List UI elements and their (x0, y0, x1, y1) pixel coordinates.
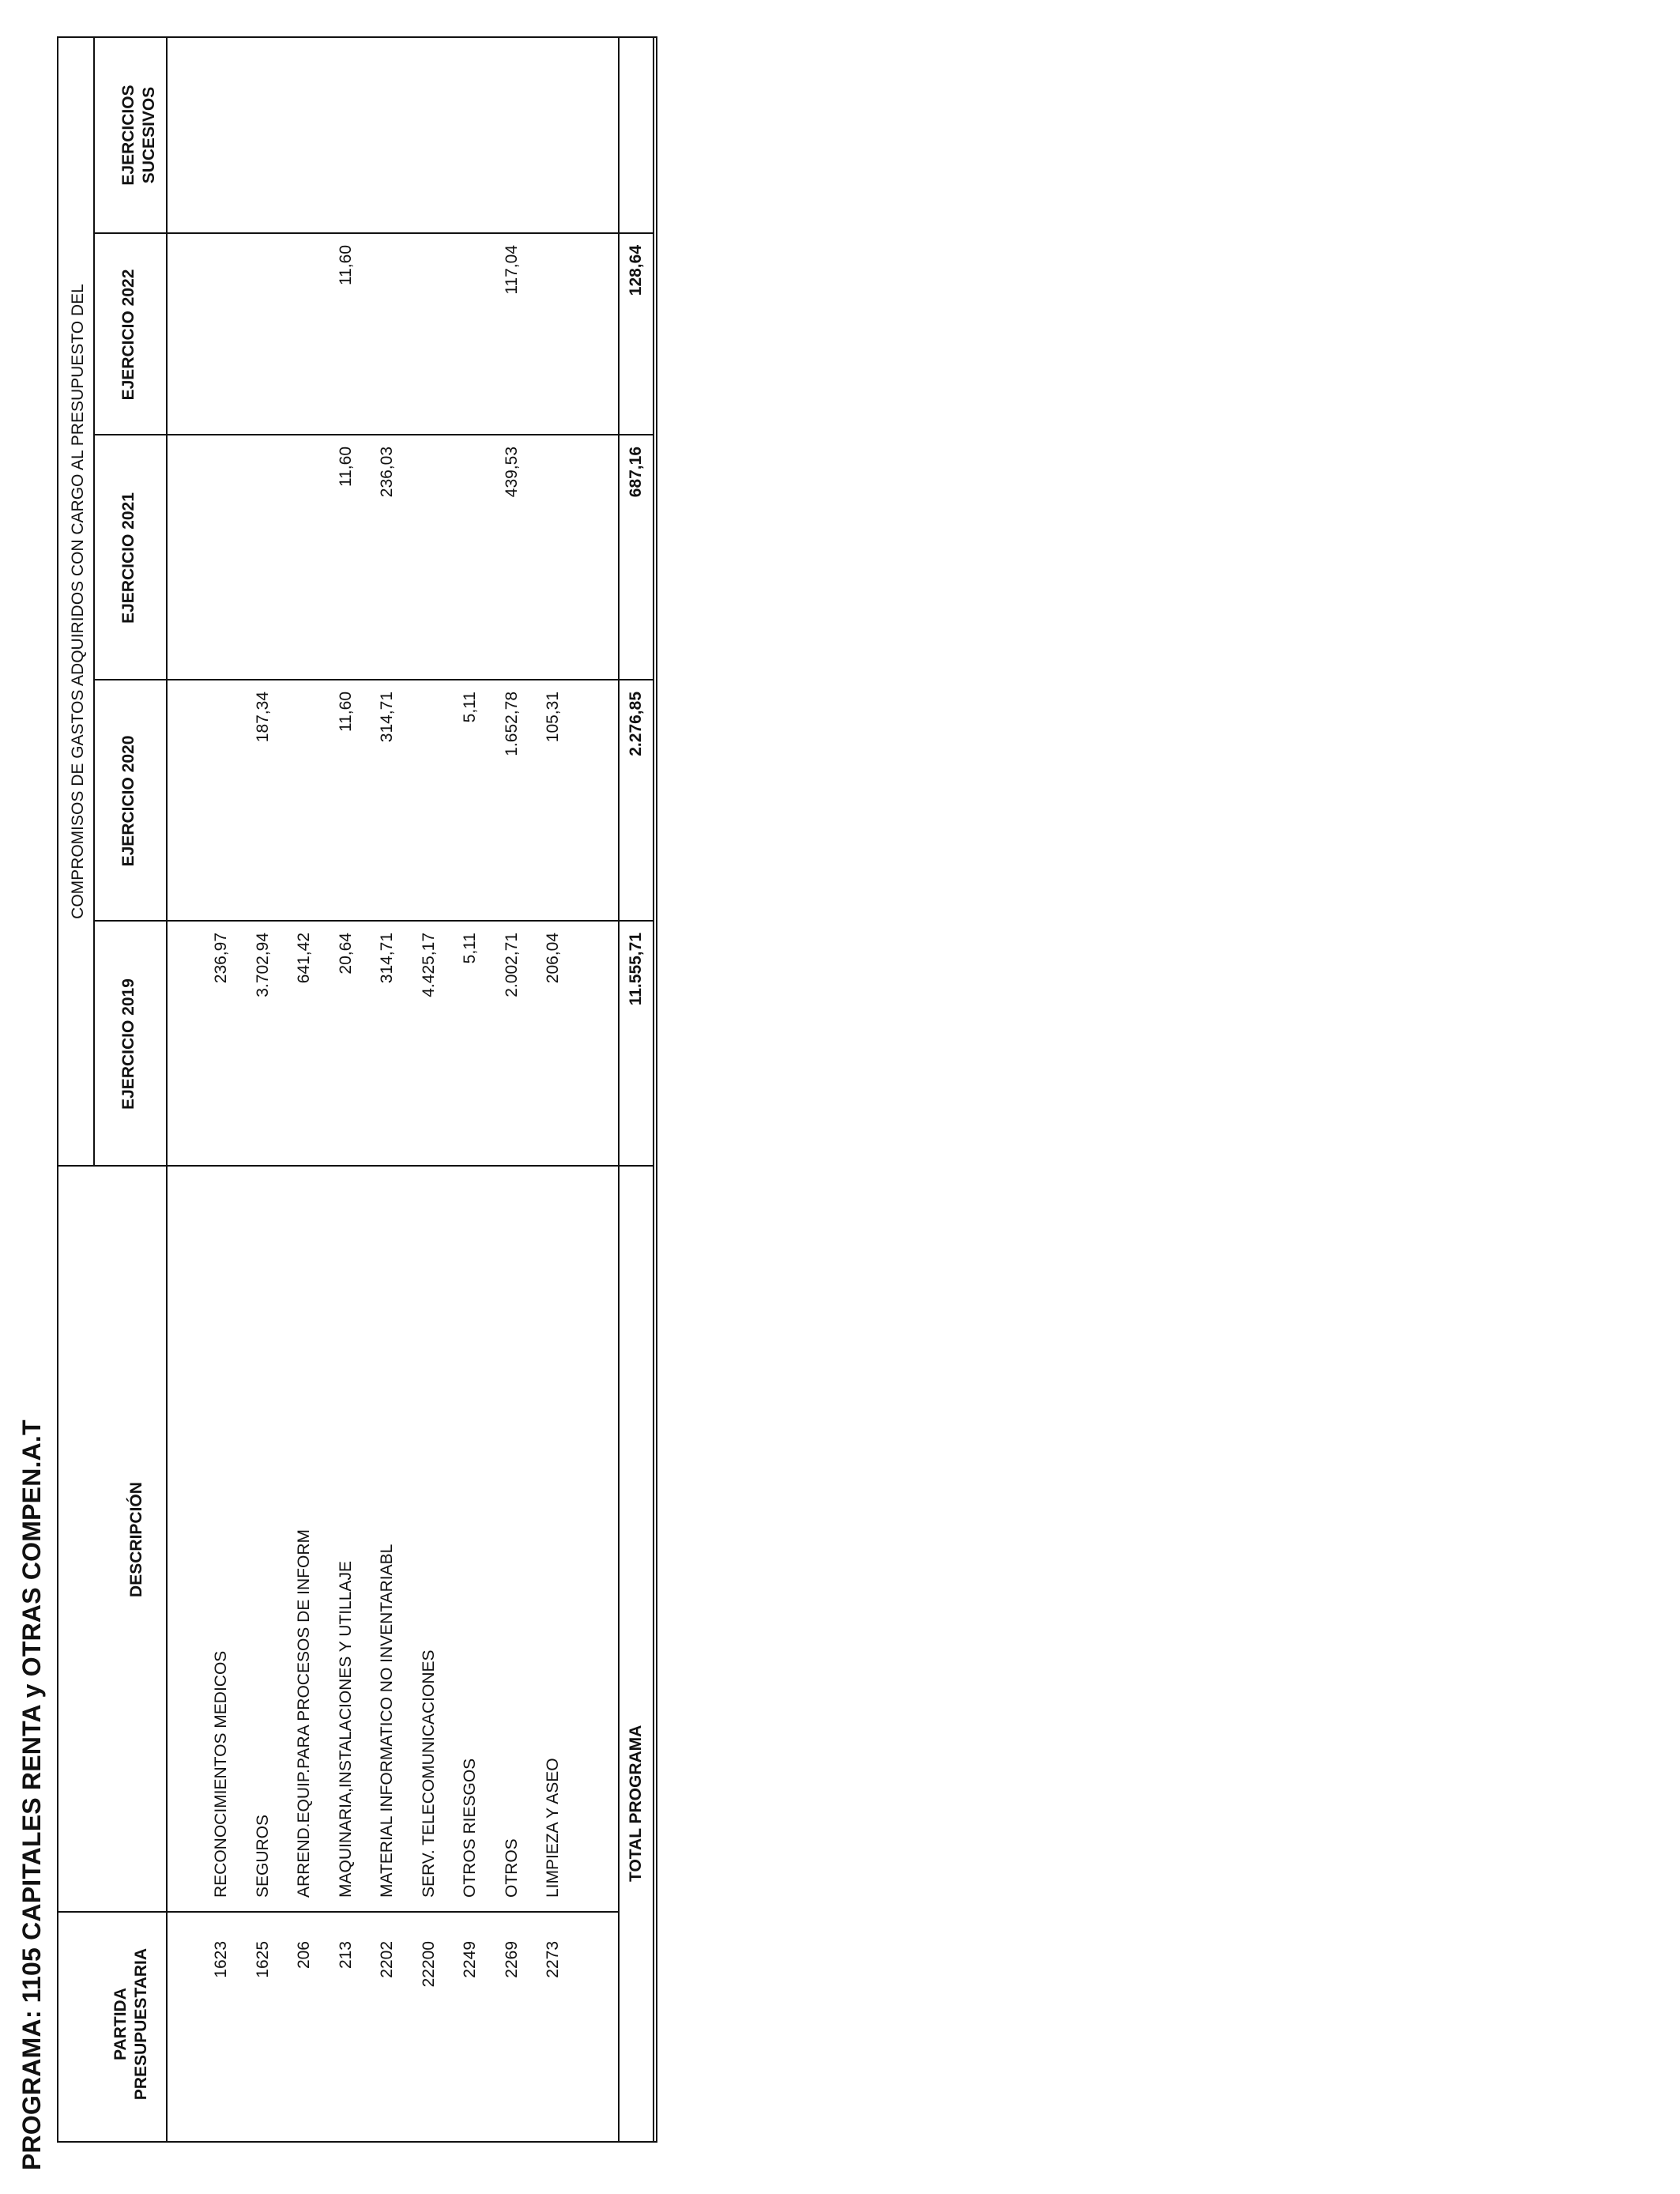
row-value-col-1: 1.652,78 (502, 692, 521, 756)
row-partida: 206 (295, 1941, 313, 1970)
col-line-2021 (93, 434, 654, 435)
row-value-col-0: 236,97 (212, 933, 230, 984)
row-value-col-0: 641,42 (295, 933, 313, 984)
row-descripcion: SERV. TELECOMUNICACIONES (419, 1649, 438, 1898)
col-line-partida (57, 1911, 618, 1913)
row-descripcion: LIMPIEZA Y ASEO (544, 1758, 562, 1898)
page-title: PROGRAMA: 1105 CAPITALES RENTA y OTRAS COMPEN.A.T (17, 1419, 46, 2170)
row-value-col-2: 439,53 (502, 447, 521, 498)
header-line-bottom (166, 36, 168, 2143)
col-line-descripcion (57, 1165, 654, 1167)
row-value-col-2: 236,03 (378, 447, 396, 498)
row-value-col-0: 4.425,17 (419, 933, 438, 997)
row-value-col-1: 11,60 (336, 692, 355, 732)
row-descripcion: ARREND.EQUIP.PARA PROCESOS DE INFORM (295, 1529, 313, 1898)
row-partida: 1623 (212, 1941, 230, 1978)
header-partida: PARTIDA PRESUPUESTARIA (111, 1947, 150, 2101)
row-value-col-0: 314,71 (378, 933, 396, 984)
row-value-col-1: 105,31 (544, 692, 562, 743)
row-partida: 2202 (378, 1941, 396, 1978)
total-2020: 2.276,85 (627, 692, 645, 756)
main-table (57, 36, 657, 2143)
row-descripcion: SEGUROS (253, 1814, 272, 1898)
total-2021: 687,16 (627, 447, 645, 498)
row-value-col-1: 5,11 (461, 692, 479, 723)
row-descripcion: OTROS (502, 1838, 521, 1898)
row-value-col-2: 11,60 (336, 447, 355, 487)
row-value-col-0: 3.702,94 (253, 933, 272, 997)
col-line-2019 (93, 920, 654, 922)
row-partida: 2269 (502, 1941, 521, 1978)
header-2019: EJERCICIO 2019 (119, 978, 137, 1110)
row-partida: 213 (336, 1941, 355, 1970)
total-label: TOTAL PROGRAMA (627, 1725, 645, 1882)
col-line-2022 (93, 232, 654, 234)
row-value-col-1: 314,71 (378, 692, 396, 743)
row-value-col-0: 5,11 (461, 933, 479, 964)
header-line-compromisos (93, 36, 95, 1167)
row-descripcion: MAQUINARIA,INSTALACIONES Y UTILLAJE (336, 1561, 355, 1898)
row-partida: 2249 (461, 1941, 479, 1978)
header-2021: EJERCICIO 2021 (119, 492, 137, 624)
row-descripcion: OTROS RIESGOS (461, 1758, 479, 1898)
row-partida: 1625 (253, 1941, 272, 1978)
total-2019: 11.555,71 (627, 933, 645, 1006)
row-partida: 2273 (544, 1941, 562, 1978)
header-2020: EJERCICIO 2020 (119, 735, 137, 867)
header-sucesivos: EJERCICIOS SUCESIVOS (119, 85, 158, 186)
row-descripcion: RECONOCIMIENTOS MEDICOS (212, 1650, 230, 1898)
row-value-col-0: 2.002,71 (502, 933, 521, 997)
row-descripcion: MATERIAL INFORMATICO NO INVENTARIABL (378, 1544, 396, 1898)
total-2022: 128,64 (627, 245, 645, 296)
row-value-col-3: 11,60 (336, 245, 355, 285)
row-value-col-1: 187,34 (253, 692, 272, 743)
row-value-col-3: 117,04 (502, 245, 521, 295)
header-compromisos: COMPROMISOS DE GASTOS ADQUIRIDOS CON CARGO AL PRESUPUESTO DEL (69, 284, 87, 919)
row-value-col-0: 20,64 (336, 933, 355, 974)
header-descripcion: DESCRIPCIÓN (127, 1482, 145, 1597)
col-line-2020 (93, 679, 654, 680)
header-2022: EJERCICIO 2022 (119, 269, 137, 401)
row-partida: 22200 (419, 1941, 438, 1988)
row-value-col-0: 206,04 (544, 933, 562, 984)
